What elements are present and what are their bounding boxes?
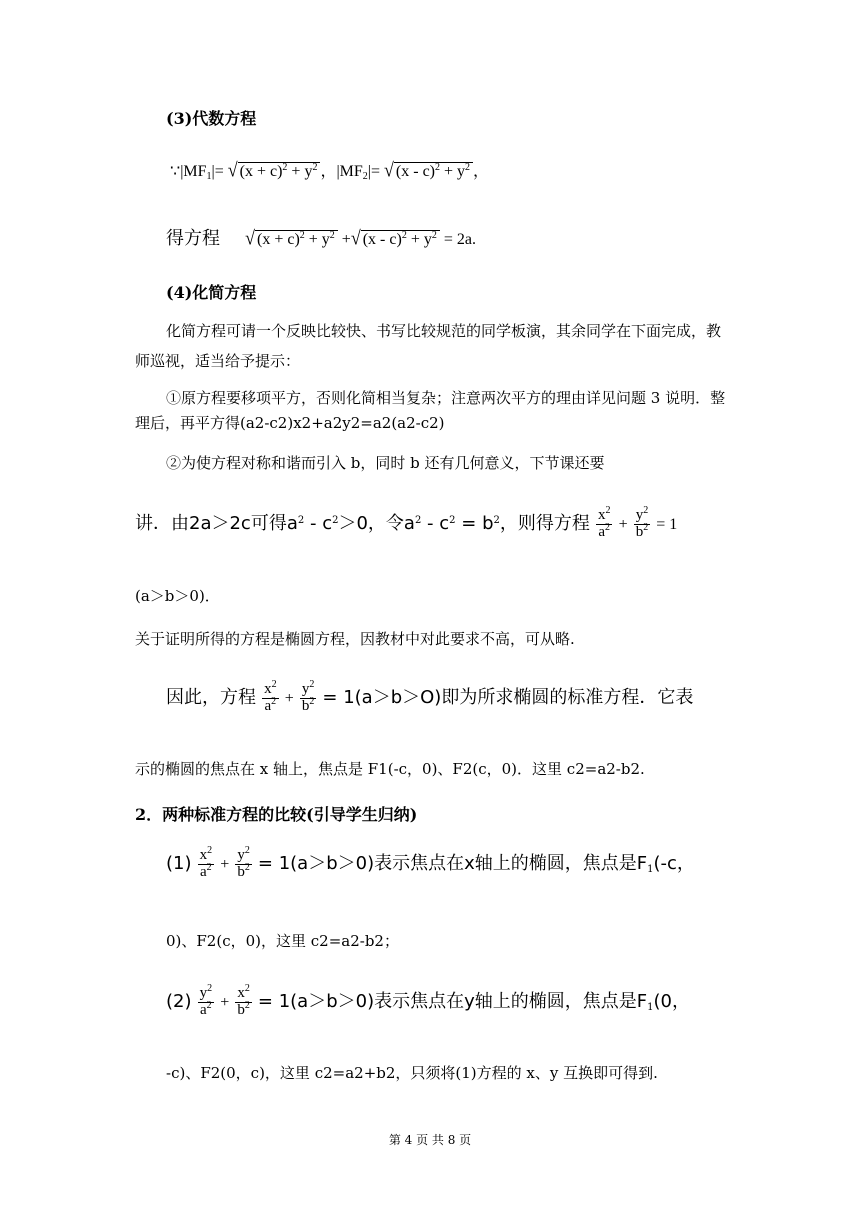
- section-2-title: 2．两种标准方程的比较(引导学生归纳): [135, 805, 418, 824]
- point-2-line: ②为使方程对称和谐而引入 b，同时 b 还有几何意义，下节课还要: [166, 454, 605, 472]
- comparison-2-line: (2) $\frac{y^2}{a^2}$ + $\frac{x^2}{b^2}$ = 1(a＞b＞0)表示焦点在y轴上的椭圆，焦点是$F_1(0$，: [166, 983, 690, 1018]
- point-1-line-1: ①原方程要移项平方，否则化简相当复杂；注意两次平方的理由详见问题 3 说明．整: [166, 389, 726, 407]
- fraction-y2-a2: $\frac{y^2}{a^2}$: [199, 983, 213, 1018]
- fraction-y2-b2: $\frac{y^2}{b^2}$: [237, 845, 250, 880]
- fraction-x2-a2: $\frac{x^2}{a^2}$: [597, 505, 611, 540]
- section-3-title: (3)代数方程: [166, 109, 257, 128]
- sqrt-expr-2: $(x - c)^2 + y^2$: [394, 162, 473, 181]
- section-4-title: (4)化简方程: [166, 283, 257, 302]
- derivation-line: 讲．由2a＞2c可得$a^2 - c^2>0$，令$a^2 - c^2 = b^2$，则得方程 $\frac{x^2}{a^2}$ + $\frac{y^2}{b^2}$ = 1: [135, 505, 678, 540]
- intro-line-2: 师巡视，适当给予提示：: [135, 352, 301, 370]
- comparison-2-continuation: -c)、F2(0，c)，这里 c2=a2+b2，只须将(1)方程的 x、y 互换即可得到.: [166, 1064, 658, 1082]
- point-1-line-2: 理后，再平方得(a2-c2)x2+a2y2=a2(a2-c2): [135, 414, 445, 432]
- mf-distance-line: $\because|MF_1|=$ √ $(x + c)^2 + y^2$ ，$|MF_2|=$ √ $(x - c)^2 + y^2$ ，: [170, 158, 490, 182]
- sqrt-icon: √: [384, 158, 394, 181]
- fraction-x2-b2: $\frac{x^2}{b^2}$: [237, 983, 250, 1018]
- proof-note: 关于证明所得的方程是椭圆方程，因教材中对此要求不高，可从略.: [135, 630, 575, 648]
- fraction-x2-a2: $\frac{x^2}{a^2}$: [264, 679, 277, 714]
- fraction-y2-b2: $\frac{y^2}{b^2}$: [635, 505, 649, 540]
- equation-line: 得方程 √ $(x + c)^2 + y^2$ +√ $(x - c)^2 + y^2 = 2a$.: [166, 226, 476, 249]
- sqrt-expr-1: $(x + c)^2 + y^2$: [238, 162, 321, 181]
- sqrt-icon: √: [350, 226, 361, 249]
- condition-line: (a＞b＞0)．: [135, 587, 220, 605]
- intro-line-1: 化简方程可请一个反映比较快、书写比较规范的同学板演，其余同学在下面完成，教: [166, 322, 722, 340]
- fraction-y2-b2: $\frac{y^2}{b^2}$: [301, 679, 315, 714]
- sqrt-icon: √: [245, 226, 255, 249]
- comparison-1-continuation: 0)、F2(c，0)，这里 c2=a2-b2；: [166, 932, 399, 950]
- standard-equation-line: 因此，方程 $\frac{x^2}{a^2}$ + $\frac{y^2}{b^2}$ = 1(a＞b＞O)即为所求椭圆的标准方程．它表: [166, 679, 694, 714]
- page-footer: 第 4 页 共 8 页: [388, 1133, 472, 1147]
- fraction-x2-a2: $\frac{x^2}{a^2}$: [199, 845, 213, 880]
- comparison-1-line: (1) $\frac{x^2}{a^2}$ + $\frac{y^2}{b^2}$ = 1(a＞b＞0)表示焦点在x轴上的椭圆，焦点是$F_1(-c$，: [166, 845, 695, 880]
- foci-line: 示的椭圆的焦点在 x 轴上，焦点是 F1(-c，0)、F2(c，0)．这里 c2=a2-b2.: [135, 760, 645, 778]
- because-symbol: ∵: [170, 163, 181, 180]
- sqrt-icon: √: [227, 158, 238, 181]
